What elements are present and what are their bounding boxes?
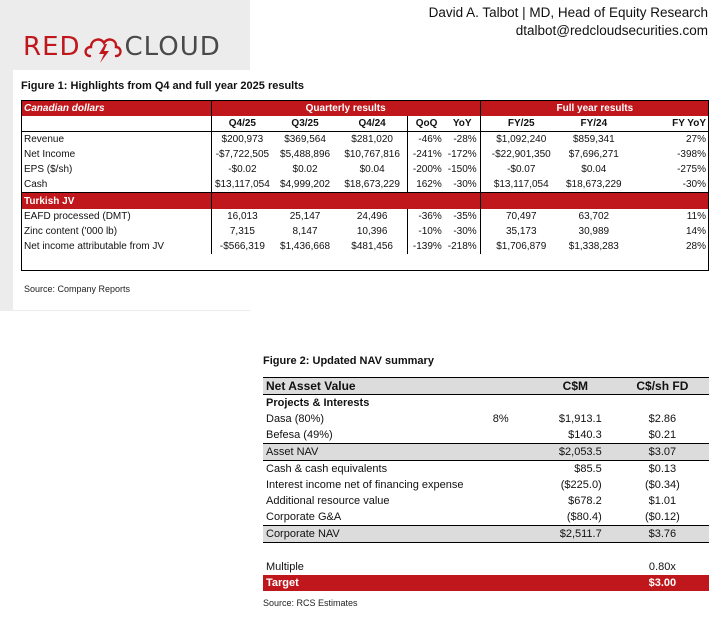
table-cell: 11% bbox=[686, 211, 706, 222]
red-cloud-logo bbox=[23, 30, 221, 64]
row-label: Net income attributable from JV bbox=[24, 241, 165, 252]
nav-csh-cell: $1.01 bbox=[648, 495, 677, 507]
nav-row bbox=[263, 526, 709, 543]
table-cell: -35% bbox=[453, 211, 477, 222]
table-cell: $13,117,054 bbox=[211, 177, 273, 193]
table-cell: 162% bbox=[408, 177, 445, 193]
table-cell: 27% bbox=[685, 134, 706, 145]
nav-csm-cell: ($80.4) bbox=[566, 511, 602, 523]
table-cell: -172% bbox=[447, 149, 477, 160]
nav-rate-cell bbox=[467, 477, 535, 493]
table-cell: -28% bbox=[453, 134, 477, 145]
nav-rate-cell bbox=[467, 493, 535, 509]
column-header: FY/24 bbox=[562, 116, 626, 132]
row-label: Cash bbox=[24, 179, 48, 190]
table-cell: 24,496 bbox=[356, 211, 388, 222]
table-cell: -$22,901,350 bbox=[480, 147, 562, 162]
table-cell: 30,989 bbox=[578, 226, 610, 237]
row-label: EAFD processed (DMT) bbox=[24, 211, 131, 222]
table-cell: -46% bbox=[408, 132, 445, 148]
nav-label-cell: Interest income net of financing expense bbox=[266, 479, 464, 491]
figure1-title: Figure 1: Highlights from Q4 and full year 2025 results bbox=[21, 80, 305, 92]
column-header: QoQ bbox=[408, 116, 445, 132]
nav-csm-cell: $2,511.7 bbox=[535, 526, 616, 543]
table-cell: $10,767,816 bbox=[344, 149, 400, 160]
table-cell: $1,338,283 bbox=[568, 241, 619, 252]
table-cell: $0.04 bbox=[581, 164, 607, 175]
results-highlights-table bbox=[21, 100, 709, 254]
multiple-label: Multiple bbox=[266, 561, 304, 573]
target-value: $3.00 bbox=[616, 575, 709, 591]
table-cell: $4,999,202 bbox=[280, 179, 331, 190]
table-cell: 16,013 bbox=[211, 209, 273, 224]
table-cell: -241% bbox=[408, 147, 445, 162]
author-email[interactable]: dtalbot@redcloudsecurities.com bbox=[515, 23, 708, 38]
nav-csm-cell: $678.2 bbox=[568, 495, 602, 507]
table-row bbox=[21, 224, 709, 239]
table-cell: $0.02 bbox=[292, 164, 318, 175]
logo-text-red: RED bbox=[23, 32, 81, 62]
table-cell: -139% bbox=[408, 239, 445, 254]
nav-label-cell: Asset NAV bbox=[263, 444, 467, 461]
nav-csm-cell: $85.5 bbox=[574, 463, 602, 475]
nav-csm-cell: $1,913.1 bbox=[558, 413, 602, 425]
table-cell: -$0.07 bbox=[480, 162, 562, 177]
logo-text-grey: CLOUD bbox=[124, 32, 221, 62]
figure2-title: Figure 2: Updated NAV summary bbox=[263, 355, 434, 367]
section-label: Projects & Interests bbox=[266, 397, 370, 409]
csh-column-label: C$/sh FD bbox=[616, 378, 709, 395]
table-cell: -$7,722,505 bbox=[211, 147, 273, 162]
table-cell: $13,117,054 bbox=[480, 177, 562, 193]
table-cell: -150% bbox=[447, 164, 477, 175]
table-row bbox=[21, 162, 709, 177]
nav-rate-cell: 8% bbox=[492, 413, 509, 425]
nav-csh-cell: ($0.34) bbox=[644, 479, 680, 491]
table-cell: 14% bbox=[685, 226, 706, 237]
nav-label-cell: Additional resource value bbox=[266, 495, 390, 507]
nav-rate-cell bbox=[467, 461, 535, 478]
nav-row bbox=[263, 509, 709, 526]
cloud-lightning-icon bbox=[82, 30, 124, 64]
figure2-source: Source: RCS Estimates bbox=[263, 598, 358, 608]
nav-row bbox=[263, 493, 709, 509]
nav-label-cell: Befesa (49%) bbox=[266, 429, 333, 441]
table-cell: $1,436,668 bbox=[280, 241, 331, 252]
nav-label-cell: Corporate NAV bbox=[263, 526, 467, 543]
nav-csm-cell: $2,053.5 bbox=[535, 444, 616, 461]
table-cell: -398% bbox=[677, 149, 706, 160]
table-cell: -30% bbox=[453, 226, 477, 237]
table-cell: $200,973 bbox=[211, 132, 273, 148]
table-cell: -$566,319 bbox=[211, 239, 273, 254]
table-cell: $481,456 bbox=[351, 241, 393, 252]
section-label: Canadian dollars bbox=[21, 100, 211, 116]
csm-column-label: C$M bbox=[535, 378, 616, 395]
column-header: Q4/24 bbox=[337, 116, 408, 132]
table-cell: 63,702 bbox=[578, 211, 610, 222]
nav-rate-cell bbox=[467, 427, 535, 444]
table-cell: 7,315 bbox=[211, 224, 273, 239]
table-cell: 28% bbox=[685, 241, 706, 252]
table-cell: $1,092,240 bbox=[480, 132, 562, 148]
nav-csh-cell: $0.13 bbox=[648, 463, 677, 475]
nav-label-cell: Dasa (80%) bbox=[266, 413, 325, 425]
nav-header-row bbox=[263, 378, 709, 395]
table-cell: 35,173 bbox=[480, 224, 562, 239]
table-group-header bbox=[21, 100, 709, 116]
table-row bbox=[21, 209, 709, 224]
column-header: Q3/25 bbox=[273, 116, 337, 132]
row-label: EPS ($/sh) bbox=[24, 164, 73, 175]
table-cell: 25,147 bbox=[289, 211, 321, 222]
nav-label-cell: Corporate G&A bbox=[266, 511, 342, 523]
column-header: FY YoY bbox=[626, 116, 709, 132]
nav-row bbox=[263, 477, 709, 493]
table-cell: -$0.02 bbox=[211, 162, 273, 177]
table-cell: -36% bbox=[408, 209, 445, 224]
nav-row bbox=[263, 411, 709, 427]
table-cell: $1,706,879 bbox=[480, 239, 562, 254]
target-row bbox=[263, 575, 709, 591]
table-row bbox=[21, 147, 709, 162]
nav-csh-cell: $0.21 bbox=[648, 429, 677, 441]
table-cell: -10% bbox=[408, 224, 445, 239]
table-cell: -218% bbox=[447, 241, 477, 252]
table-cell: $0.04 bbox=[359, 164, 385, 175]
table-column-header bbox=[21, 116, 709, 132]
nav-rate-cell bbox=[467, 444, 535, 461]
column-header: FY/25 bbox=[480, 116, 562, 132]
nav-section-row bbox=[263, 395, 709, 412]
table-cell: -30% bbox=[682, 179, 706, 190]
target-label: Target bbox=[263, 575, 467, 591]
nav-rate-cell bbox=[467, 526, 535, 543]
report-header bbox=[429, 4, 708, 40]
nav-row bbox=[263, 444, 709, 461]
table-cell: -200% bbox=[408, 162, 445, 177]
table-cell: -275% bbox=[677, 164, 706, 175]
table-cell: $18,673,229 bbox=[566, 179, 622, 190]
table-cell: $859,341 bbox=[572, 134, 615, 145]
nav-label-cell: Cash & cash equivalents bbox=[266, 463, 388, 475]
nav-csh-cell: $2.86 bbox=[648, 413, 677, 425]
table-cell: -30% bbox=[453, 179, 477, 190]
nav-csm-cell: ($225.0) bbox=[560, 479, 602, 491]
table-cell: 8,147 bbox=[292, 226, 318, 237]
table-cell: $281,020 bbox=[351, 134, 393, 145]
table-cell: $5,488,896 bbox=[280, 149, 331, 160]
fullyear-group-label: Full year results bbox=[480, 100, 709, 116]
table-row bbox=[21, 239, 709, 254]
spacer-row bbox=[263, 543, 709, 560]
author-line: David A. Talbot | MD, Head of Equity Research bbox=[428, 5, 708, 20]
table-row bbox=[21, 177, 709, 193]
nav-rate-cell bbox=[467, 509, 535, 526]
nav-row bbox=[263, 427, 709, 444]
table-section-header bbox=[21, 193, 709, 210]
table-cell: $369,564 bbox=[284, 134, 326, 145]
figure1-source: Source: Company Reports bbox=[24, 284, 131, 294]
nav-csh-cell: ($0.12) bbox=[644, 511, 680, 523]
row-label: Net Income bbox=[24, 149, 76, 160]
quarterly-group-label: Quarterly results bbox=[211, 100, 480, 116]
nav-summary-table bbox=[263, 377, 709, 591]
table-cell: 10,396 bbox=[356, 226, 388, 237]
column-header: Q4/25 bbox=[211, 116, 273, 132]
nav-csm-cell: $140.3 bbox=[568, 429, 602, 441]
table-cell: $18,673,229 bbox=[344, 179, 400, 190]
table-row bbox=[21, 132, 709, 148]
multiple-row bbox=[263, 559, 709, 575]
table-cell: $7,696,271 bbox=[568, 149, 619, 160]
column-header: YoY bbox=[445, 116, 480, 132]
nav-row bbox=[263, 461, 709, 478]
nav-csh-cell: $3.76 bbox=[616, 526, 709, 543]
row-label: Revenue bbox=[24, 134, 65, 145]
row-label: Zinc content ('000 lb) bbox=[24, 226, 118, 237]
nav-column-label: Net Asset Value bbox=[263, 378, 467, 395]
multiple-value: 0.80x bbox=[648, 561, 676, 573]
section-label: Turkish JV bbox=[21, 193, 211, 210]
table-cell: 70,497 bbox=[480, 209, 562, 224]
nav-csh-cell: $3.07 bbox=[616, 444, 709, 461]
